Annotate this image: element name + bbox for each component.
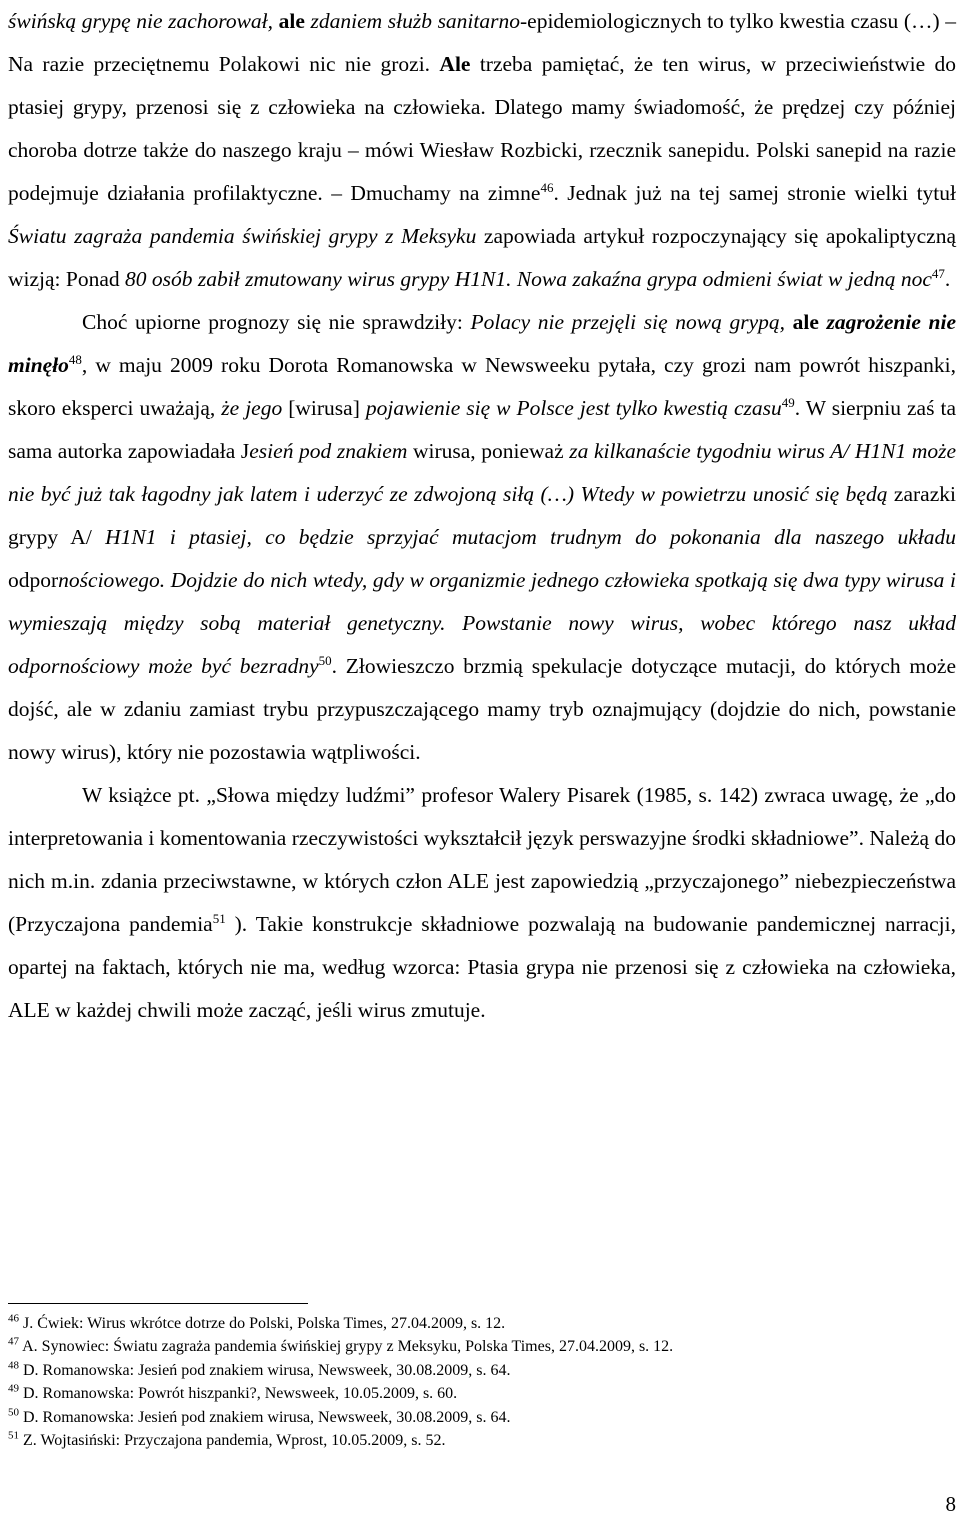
text-run: odpor [8, 568, 59, 592]
footnote-text: Z. Wojtasiński: Przyczajona pandemia, Wprost, 10.05.2009, s. 52. [23, 1432, 446, 1450]
text-run: wirusa, ponieważ [407, 439, 570, 463]
footnote-text: D. Romanowska: Powrót hiszpanki?, Newsweek, 10.05.2009, s. 60. [23, 1385, 458, 1403]
footnote-number: 51 [8, 1429, 19, 1442]
footnote-ref: 48 [68, 351, 82, 367]
footnote [8, 1359, 948, 1382]
footnote-ref: 50 [318, 652, 332, 668]
text-run: ale [792, 310, 819, 334]
footnote-number: 48 [8, 1359, 19, 1372]
text-run: ). Takie konstrukcje składniowe pozwalają na budowanie pandemicznej narracji, opartej na faktach, których nie ma, według wzorca: Ptasia grypa nie przenosi się z człowieka na człowieka, ALE w każdej chwili może zacząć, jeśli wirus zmutuje. [8, 912, 956, 1022]
text-run: . Złowieszczo brzmią spekulacje dotyczące mutacji, do których może dojść, ale w zdaniu zamiast trybu przypuszczającego mamy tryb oznajmujący (dojdzie do nich, powstanie nowy wirus), który nie pozostawia wątpliwości. [8, 654, 956, 764]
footnote-number: 49 [8, 1382, 19, 1395]
text-run: że jego [221, 396, 283, 420]
footnote-ref: 47 [931, 265, 945, 281]
footnote [8, 1382, 948, 1405]
footnote-separator [8, 1303, 308, 1304]
text-run: Ale [439, 52, 471, 76]
footnote-ref: 49 [781, 394, 795, 410]
footnote-number: 46 [8, 1312, 19, 1325]
footnote-number: 50 [8, 1406, 19, 1419]
body-text [8, 0, 956, 1032]
text-run: [wirusa] [282, 396, 366, 420]
paragraph [8, 774, 956, 1032]
text-run: Polakowi nic nie grozi. [218, 52, 440, 76]
paragraph [8, 0, 956, 301]
footnote [8, 1429, 948, 1452]
text-run: zapowiada artykuł rozpoczynający się apokaliptyczną wizją: Ponad [8, 224, 957, 291]
text-run: nościowego. Dojdzie do nich wtedy, gdy w organizmie jednego człowieka spotkają się dwa typy wirusa i wymieszają między sobą materiał genetyczny. Powstanie nowy wirus, wobec którego nasz układ odpornościowy może być bezradny [8, 568, 956, 678]
document-page [8, 0, 956, 1032]
footnote-text: D. Romanowska: Jesień pod znakiem wirusa, Newsweek, 30.08.2009, s. 64. [23, 1361, 511, 1379]
text-run: trzeba pamiętać, że ten wirus, w przeciwieństwie do ptasiej grypy, przenosi się z człowieka na człowieka. Dlatego mamy świadomość, że prędzej czy później choroba dotrze także do naszego kraju – mówi Wiesław Rozbicki, rzecznik sanepidu. Polski sanepid na razie podejmuje działania profilaktyczne. – Dmuchamy na zimne [8, 52, 956, 205]
text-run: Polacy nie przejęli się nową grypą, [470, 310, 793, 334]
text-run: . [944, 267, 951, 291]
footnote-ref: 46 [540, 179, 554, 195]
footnote [8, 1406, 948, 1429]
text-run: H1N1 i ptasiej, co będzie sprzyjać mutacjom trudnym do pokonania dla naszego układu [105, 525, 956, 549]
footnote [8, 1312, 948, 1335]
footnote-number: 47 [8, 1336, 19, 1349]
footnote-text: D. Romanowska: Jesień pod znakiem wirusa, Newsweek, 30.08.2009, s. 64. [23, 1408, 511, 1426]
text-run: esień pod znakiem [249, 439, 408, 463]
footnote [8, 1335, 948, 1358]
text-run: . W sierpniu zaś ta sama autorka zapowiadała J [8, 396, 956, 463]
text-run: . Jednak już na tej samej stronie wielki tytuł [553, 181, 956, 205]
footnote-ref: 51 [212, 910, 226, 926]
text-run: epidemiologicznych to tylko kwestia czasu (…) – Na razie przeciętnemu [8, 9, 956, 76]
text-run: za kilkanaście tygodniu wirus A/ H1N1 może nie być już tak łagodny jak latem i uderzyć ze zdwojoną siłą (…) Wtedy w powietrzu unosić się będą [8, 439, 956, 506]
paragraph [8, 301, 956, 774]
text-run: zagrożenie nie minęło [8, 310, 956, 377]
text-run: zarazki grypy A/ [8, 482, 956, 549]
footnotes [8, 1312, 948, 1452]
text-run: , w maju 2009 roku Dorota Romanowska w Newsweeku pytała, czy grozi nam powrót hiszpanki, skoro eksperci uważają, [8, 353, 956, 420]
text-run: Światu zagraża pandemia świńskiej grypy z Meksyku [8, 224, 477, 248]
text-run: pojawienie się w Polsce jest tylko kwestią czasu [365, 396, 782, 420]
text-run [819, 310, 827, 334]
footnote-text: J. Ćwiek: Wirus wkrótce dotrze do Polski, Polska Times, 27.04.2009, s. 12. [23, 1315, 506, 1332]
page-number: 8 [945, 1492, 956, 1516]
text-run: W książce pt. „Słowa między ludźmi” profesor Walery Pisarek (1985, s. 142) zwraca uwagę, że „do interpretowania i komentowania rzeczywistości wykształcił język perswazyjne środki składniowe”. Należą do nich m.in. zdania przeciwstawne, w których człon ALE jest zapowiedzią „przyczajonego” niebezpieczeństwa (Przyczajona pandemia [8, 783, 956, 936]
footnote-text: A. Synowiec: Światu zagraża pandemia świńskiej grypy z Meksyku, Polska Times, 27.04.2009, s. 12. [22, 1338, 674, 1356]
text-run: zdaniem służb sanitarno- [304, 9, 528, 33]
text-run: ale [278, 9, 305, 33]
text-run: świńską grypę nie zachorował, [8, 9, 279, 33]
text-run: 80 osób zabił zmutowany wirus grypy H1N1. Nowa zakaźna grypa odmieni świat w jedną noc [125, 267, 932, 291]
text-run: Choć upiorne prognozy się nie sprawdziły: [82, 310, 471, 334]
